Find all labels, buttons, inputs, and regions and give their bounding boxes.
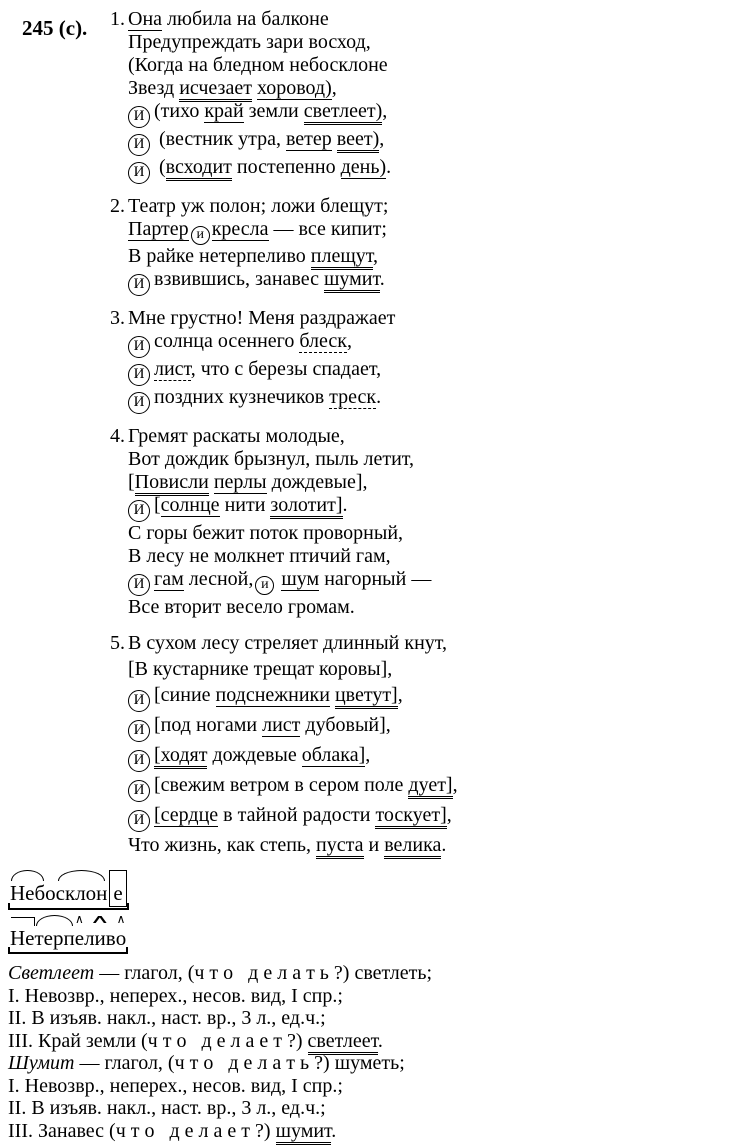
text-segment: [ <box>154 494 161 516</box>
poem-line <box>110 218 749 245</box>
circled-i-icon: И <box>128 392 150 414</box>
subject-underline: Она <box>128 8 163 30</box>
poem-stanza <box>110 195 749 296</box>
text-segment: Все вторит весело громам. <box>128 596 355 618</box>
text-segment: . <box>376 386 382 408</box>
text-segment: , <box>331 77 337 99</box>
text-segment: , <box>365 744 371 766</box>
predicate-underline: шумит <box>276 1120 332 1145</box>
parsed-word: Шумит <box>8 1052 75 1074</box>
circled-i-icon: И <box>128 336 150 358</box>
poem-line <box>110 656 749 682</box>
subject-underline: [сердце <box>154 804 219 826</box>
predicate-underline: тоскует] <box>375 804 446 829</box>
text-segment: Театр уж полон; ложи блещут; <box>128 195 389 217</box>
predicate-underline: шумит <box>324 268 380 293</box>
poem-line <box>110 358 749 386</box>
poem-line <box>110 386 749 414</box>
text-segment: лесной, <box>183 568 254 590</box>
predicate-underline: Повисли <box>135 471 209 496</box>
text-segment: земли <box>243 100 304 122</box>
subject-underline: шум <box>281 568 320 590</box>
text-segment: (тихо <box>154 100 205 122</box>
text-segment: (вестник утра, <box>154 128 286 150</box>
text-segment: ( <box>154 156 166 178</box>
prefix-mark: Не <box>10 914 35 951</box>
text-segment: Гремят раскаты молодые, <box>128 425 345 447</box>
poem-line <box>110 128 749 156</box>
poem-solution <box>110 8 749 858</box>
text-segment: , <box>446 804 452 826</box>
text-segment: . <box>441 834 447 856</box>
poem-stanza <box>110 630 749 858</box>
root-arc-mark: Неб <box>10 869 45 906</box>
text-segment: поздних кузнечиков <box>154 386 330 408</box>
circled-i-icon: И <box>128 162 150 184</box>
subject-underline: край <box>204 100 244 122</box>
suffix-caret-mark: ∧ е <box>75 914 84 951</box>
morpheme-word-stem-underline <box>8 914 128 954</box>
text-segment: взвившись, занавес <box>154 268 324 290</box>
morpheme-part: о <box>45 881 56 905</box>
poem-line <box>110 156 749 184</box>
poem-line <box>110 195 749 218</box>
text-segment: нагорный — <box>319 568 432 590</box>
text-segment: [под ногами <box>154 714 263 736</box>
poem-line <box>110 742 749 772</box>
analysis-line <box>8 1075 749 1098</box>
text-segment: В лесу не молкнет птичий гам, <box>128 545 391 567</box>
circled-i-icon: И <box>128 810 150 832</box>
poem-line <box>110 712 749 742</box>
poem-line <box>110 545 749 568</box>
text-segment: I. Невозвр., неперех., несов. вид, I спр.; <box>8 1074 343 1097</box>
analysis-line <box>8 1007 749 1030</box>
analysis-line <box>8 985 749 1008</box>
morphemic-analysis <box>8 869 749 954</box>
analysis-line <box>8 1030 749 1053</box>
predicate-underline: велика <box>384 834 441 859</box>
ending-box-mark: е <box>109 870 126 907</box>
poem-stanza <box>110 307 749 414</box>
text-segment: , <box>347 330 353 352</box>
poem-line <box>110 471 749 494</box>
text-segment: . <box>386 156 392 178</box>
text-segment: Что жизнь, как степь, <box>128 834 317 856</box>
poem-line <box>110 268 749 296</box>
analysis-line <box>8 962 749 985</box>
text-segment: дубовый], <box>300 714 391 736</box>
text-segment: . <box>331 1119 337 1142</box>
text-segment: . <box>377 1029 383 1052</box>
poem-line <box>110 330 749 358</box>
circled-i-icon: И <box>128 690 150 712</box>
subject-underline: подснежники <box>215 684 330 706</box>
text-segment: нити <box>219 494 271 516</box>
circled-i-icon: и <box>255 576 274 595</box>
text-segment: , <box>397 684 403 706</box>
circled-i-icon: И <box>128 134 150 156</box>
poem-line <box>110 832 749 858</box>
text-segment: [синие <box>154 684 216 706</box>
text-segment: , <box>382 100 388 122</box>
text-segment: [В кустарнике трещат коровы], <box>128 658 393 680</box>
text-segment: и <box>363 834 385 856</box>
circled-i-icon: И <box>128 574 150 596</box>
text-segment: дождевые <box>207 744 302 766</box>
predicate-underline: дует] <box>408 774 452 799</box>
predicate-underline: исчезает <box>179 77 252 102</box>
poem-line <box>110 802 749 832</box>
subject-underline: ветер <box>285 128 332 150</box>
text-segment: В райке нетерпеливо <box>128 245 311 267</box>
poem-line <box>110 425 749 448</box>
predicate-underline: веет) <box>337 128 379 153</box>
subject-underline: день) <box>340 156 387 178</box>
stanza-number: 5. <box>110 632 125 654</box>
poem-stanza <box>110 8 749 184</box>
stanza-number: 1. <box>110 8 125 30</box>
circled-i-icon: И <box>128 500 150 522</box>
text-segment: Вот дождик брызнул, пыль летит, <box>128 448 415 470</box>
subject-underline: хоровод) <box>256 77 332 99</box>
poem-line <box>110 31 749 54</box>
circled-i-icon: И <box>128 720 150 742</box>
poem-line <box>110 100 749 128</box>
dashed-underline: лист <box>154 358 191 380</box>
circled-i-icon: и <box>191 226 210 245</box>
text-segment: в тайной радости <box>218 804 376 826</box>
text-segment: В сухом лесу стреляет длинный кнут, <box>128 632 448 654</box>
poem-line <box>110 596 749 619</box>
text-segment: I. Невозвр., неперех., несов. вид, I спр.; <box>8 984 343 1007</box>
text-segment: Предупреждать зари восход, <box>128 31 371 53</box>
poem-line <box>110 682 749 712</box>
predicate-underline: светлеет) <box>304 100 382 125</box>
poem-line <box>110 307 749 330</box>
text-segment: . <box>342 494 348 516</box>
text-segment: дождевые], <box>266 471 368 493</box>
subject-underline: солнце <box>160 494 220 516</box>
poem-line <box>110 630 749 656</box>
stanza-number: 4. <box>110 425 125 447</box>
subject-underline: Партер <box>128 218 189 240</box>
poem-line <box>110 494 749 522</box>
predicate-underline: светлеет <box>308 1030 378 1055</box>
analysis-line <box>8 1052 749 1075</box>
analysis-line <box>8 1097 749 1120</box>
poem-stanza <box>110 425 749 619</box>
text-segment: — все кипит; <box>268 218 387 240</box>
dashed-underline: блеск <box>299 330 348 352</box>
circled-i-icon: И <box>128 106 150 128</box>
predicate-underline: плещут <box>311 245 373 270</box>
predicate-underline: [ходят <box>154 744 207 769</box>
subject-underline: кресла <box>211 218 269 240</box>
text-segment: Звезд <box>128 77 180 99</box>
suffix-caret-mark: ∧ о <box>116 914 127 951</box>
root-arc-mark: терп <box>35 914 75 951</box>
text-segment: С горы бежит поток проворный, <box>128 522 404 544</box>
morphological-analysis <box>8 962 749 1142</box>
morpheme-word-stem-underline <box>8 869 129 910</box>
stanza-number: 3. <box>110 307 125 329</box>
analysis-line <box>8 1120 749 1143</box>
stanza-number: 2. <box>110 195 125 217</box>
predicate-underline: всходит <box>166 156 232 181</box>
circled-i-icon: И <box>128 274 150 296</box>
text-segment: солнца осеннего <box>154 330 300 352</box>
subject-underline: гам <box>154 568 184 590</box>
circled-i-icon: И <box>128 750 150 772</box>
circled-i-icon: И <box>128 364 150 386</box>
predicate-underline: пуста <box>316 834 363 859</box>
poem-line <box>110 245 749 268</box>
text-segment: — глагол, (ч т о д е л а т ь ?) шуметь; <box>74 1052 405 1074</box>
text-segment: II. В изъяв. накл., наст. вр., 3 л., ед.ч.; <box>8 1007 326 1029</box>
predicate-underline: золотит] <box>270 494 342 519</box>
text-segment: , <box>373 245 378 267</box>
text-segment: [ <box>128 471 135 493</box>
text-segment: [свежим ветром в сером поле <box>154 774 409 796</box>
parsed-word: Светлеет <box>8 962 95 984</box>
dashed-underline: треск <box>329 386 377 408</box>
poem-line <box>110 448 749 471</box>
text-segment: , <box>452 774 458 796</box>
text-segment: III. Занавес (ч т о д е л а е т ?) <box>8 1119 276 1142</box>
text-segment: любила на балконе <box>162 8 329 30</box>
morpheme-row <box>8 914 749 954</box>
poem-line <box>110 568 749 596</box>
text-segment: (Когда на бледном небосклоне <box>128 54 388 76</box>
subject-underline: перлы <box>213 471 267 493</box>
root-arc-mark: склон <box>56 869 108 906</box>
suffix-caret-mark: ∧ лив <box>84 914 116 951</box>
poem-line <box>110 522 749 545</box>
text-segment: Мне грустно! Меня раздражает <box>128 307 396 329</box>
text-segment: II. В изъяв. накл., наст. вр., 3 л., ед.ч.; <box>8 1097 326 1119</box>
text-segment: III. Край земли (ч т о д е л а е т ?) <box>8 1029 308 1052</box>
exercise-number: 245 (с). <box>22 16 88 40</box>
circled-i-icon: И <box>128 780 150 802</box>
text-segment: , что с березы спадает, <box>190 358 382 380</box>
subject-underline: облака] <box>301 744 366 766</box>
subject-underline: лист <box>262 714 301 736</box>
text-segment: постепенно <box>231 156 341 178</box>
predicate-underline: цветут] <box>335 684 398 709</box>
morpheme-row <box>8 869 749 910</box>
text-segment: — глагол, (ч т о д е л а т ь ?) светлеть; <box>94 962 433 984</box>
text-segment: . <box>379 268 385 290</box>
poem-line <box>110 8 749 31</box>
poem-line <box>110 54 749 77</box>
text-segment: , <box>379 128 385 150</box>
poem-line <box>110 77 749 100</box>
poem-line <box>110 772 749 802</box>
